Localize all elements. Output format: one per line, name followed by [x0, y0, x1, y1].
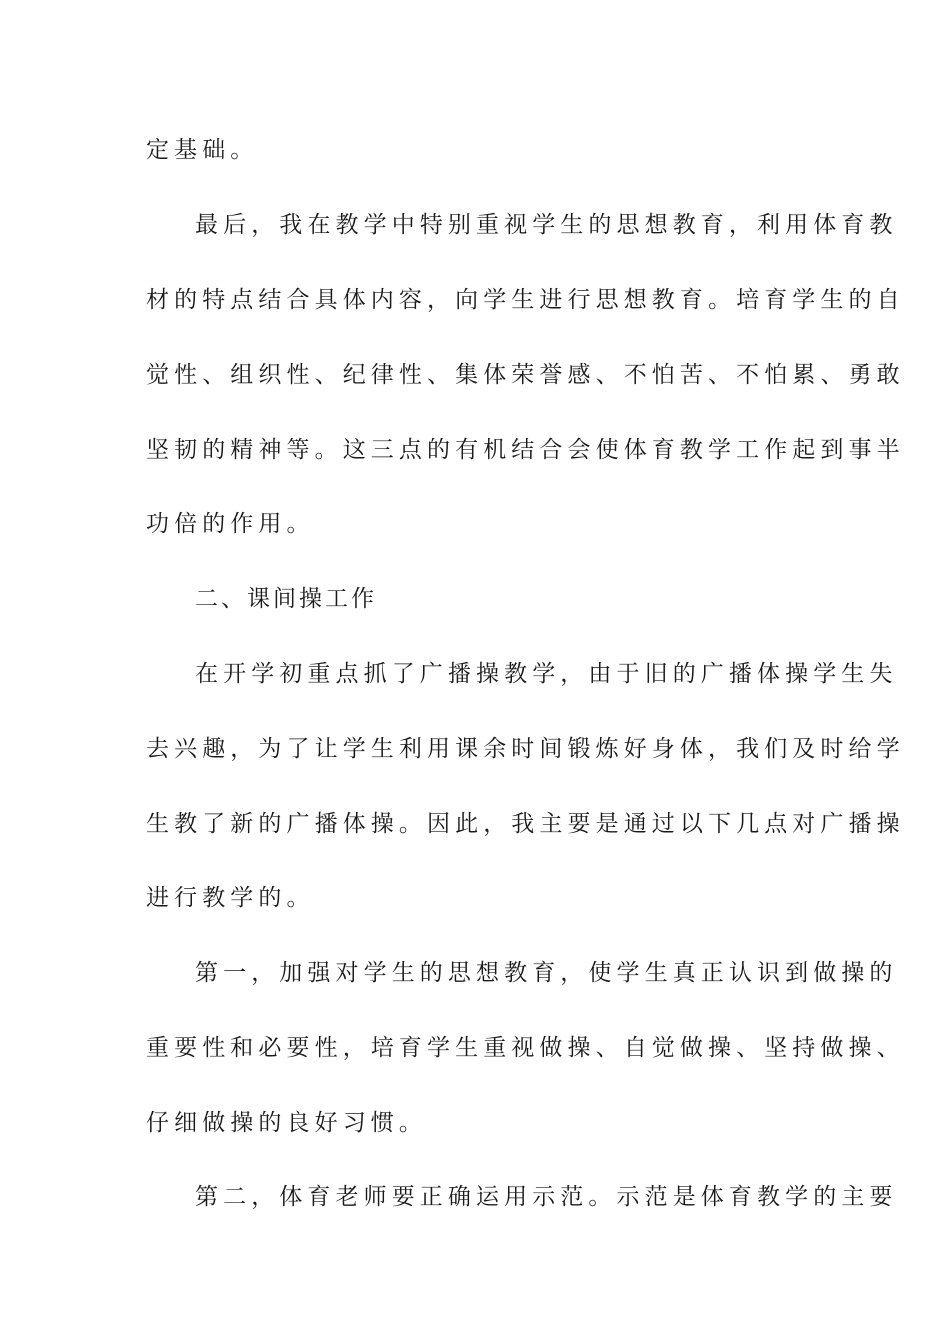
paragraph-line: 第一，加强对学生的思想教育，使学生真正认识到做操的	[195, 960, 898, 986]
paragraph-line: 重要性和必要性，培育学生重视做操、自觉做操、坚持做操、	[146, 1035, 905, 1061]
paragraph-line: 觉性、组织性、纪律性、集体荣誉感、不怕苦、不怕累、勇敢	[146, 362, 905, 388]
paragraph-line: 最后，我在教学中特别重视学生的思想教育，利用体育教	[195, 212, 898, 238]
paragraph-line: 进行教学的。	[146, 885, 315, 911]
paragraph-line: 功倍的作用。	[146, 511, 315, 537]
paragraph-line: 第二，体育老师要正确运用示范。示范是体育教学的主要	[195, 1184, 898, 1210]
paragraph-line: 定基础。	[146, 137, 259, 163]
paragraph-line: 材的特点结合具体内容，向学生进行思想教育。培育学生的自	[146, 287, 905, 313]
paragraph-line: 仔细做操的良好习惯。	[146, 1110, 427, 1136]
section-heading: 二、课间操工作	[195, 586, 377, 612]
paragraph-line: 在开学初重点抓了广播操教学，由于旧的广播体操学生失	[195, 661, 898, 687]
paragraph-line: 坚韧的精神等。这三点的有机结合会使体育教学工作起到事半	[146, 437, 905, 463]
paragraph-line: 生教了新的广播体操。因此，我主要是通过以下几点对广播操	[146, 811, 905, 837]
paragraph-line: 去兴趣，为了让学生利用课余时间锻炼好身体，我们及时给学	[146, 736, 905, 762]
